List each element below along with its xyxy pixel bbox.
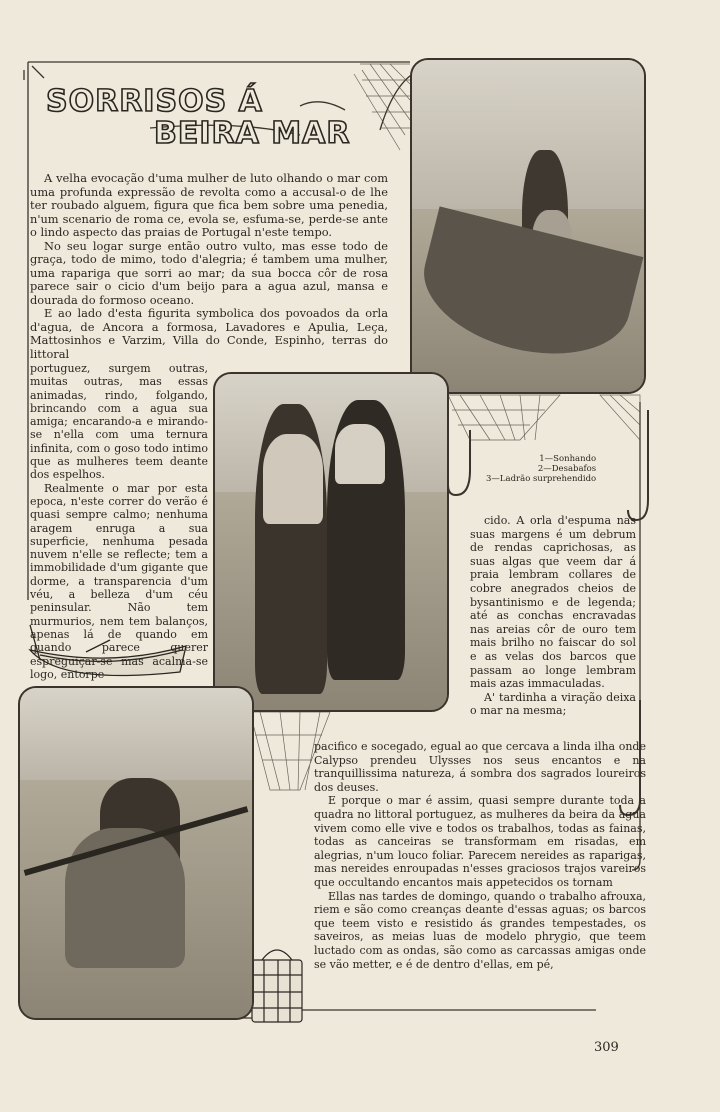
- page-number: 309: [594, 1040, 619, 1055]
- photo-captions: [486, 454, 596, 484]
- caption-3: 3—Ladrão surprehendido: [486, 474, 597, 484]
- paragraph: E ao lado d'esta figurita symbolica dos povoados da orla d'agua, de Ancora a formosa, Lavadores e Apulia, Leça, Mattosinhos e Varzim, Villa do Conde, Espinho, terras do littoral: [30, 306, 388, 361]
- body-top: [30, 172, 388, 361]
- paragraph: A velha evocação d'uma mulher de luto olhando o mar com uma profunda expressão de revolta como a accusal-o de lhe ter roubado alguem, figura que fica bem sobre uma penedia, n'um scenario de roma ce, evola se, esfuma-se, perde-se ante o lindo aspecto das praias de Portugal n'este tempo.: [30, 171, 388, 239]
- body-left-column: [30, 362, 208, 681]
- paragraph: pacifico e socegado, egual ao que cercava a linda ilha onde Calypso prendeu Ulysses nos seus encantos e na tranquillissima natureza, á sombra dos sagrados loureiros dos deuses.: [314, 740, 646, 794]
- article-title: [46, 84, 386, 154]
- photo-sonhando: [410, 58, 646, 394]
- paragraph: Ellas nas tardes de domingo, quando o trabalho afrouxa, riem e são como creanças deante d'essas aguas; os barcos que teem visto e resistido ás grandes tempestades, os saveiros, as meias luas de modelo phrygio, que teem luctado com as ondas, são como as carcassas amigas onde se vão metter, e é de dentro d'ellas, em pé,: [314, 889, 646, 971]
- paragraph: A' tardinha a viração deixa o mar na mesma;: [470, 690, 636, 718]
- photo-desabafos: [213, 372, 449, 712]
- paragraph: cido. A orla d'espuma nas suas margens é um debrum de rendas caprichosas, as suas algas que veem dar á praia lembram collares de cobre anegrados cheios de bysantinismo e de legenda; até as conchas encravadas nas areias côr de ouro tem mais brilho no faiscar do sol e as velas dos barcos que passam ao longe lembram mais azas immaculadas.: [470, 514, 636, 691]
- title-line-2: BEIRA MAR: [154, 116, 351, 151]
- paragraph: No seu logar surge então outro vulto, mas esse todo de graça, todo de mimo, todo d'alegria; é tambem uma mulher, uma rapariga que sorri ao mar; da sua bocca côr de rosa parece sair o cicio d'um beijo para a agua azul, mansa e dourada do formoso oceano.: [30, 238, 388, 307]
- paragraph: portuguez, surgem outras, muitas outras, mas essas animadas, rindo, folgando, brincando com a agua sua amiga; encarando-a e mirando-se n'ella com uma ternura infinita, com o goso todo intimo que as mulheres teem deante dos espelhos.: [30, 362, 208, 482]
- title-line-1: SORRISOS Á: [46, 84, 263, 119]
- paragraph: E porque o mar é assim, quasi sempre durante toda a quadra no littoral portuguez, as mulheres da beira da agua vivem como elle vive e todos os trabalhos, todas as fainas, todas as canceiras se transformam em risadas, em alegrias, n'um louco foliar. Parecem nereides as raparigas, mas nereides enroupadas n'esses graciosos trajos vareiros que occultando encantos mais appetecidos os tornam: [314, 794, 646, 889]
- photo-ladrao-surprehendido: [18, 686, 254, 1020]
- caption-2: 2—Desabafos: [537, 464, 597, 474]
- body-right-column: [470, 514, 636, 718]
- caption-1: 1—Sonhando: [539, 454, 597, 464]
- paragraph: Realmente o mar por esta epoca, n'este correr do verão é quasi sempre calmo; nenhuma aragem enruga a sua superficie, nenhuma pesada nuvem n'elle se reflecte; tem a immobilidade d'um gigante que dorme, a transparencia d'um véu, a belleza d'um céu peninsular. Não tem murmurios, nem tem balanços, apenas lá de quando em quando parece querer espreguiçar-se mas acalma-se logo, entorpe-: [30, 481, 208, 681]
- body-bottom: [256, 740, 646, 971]
